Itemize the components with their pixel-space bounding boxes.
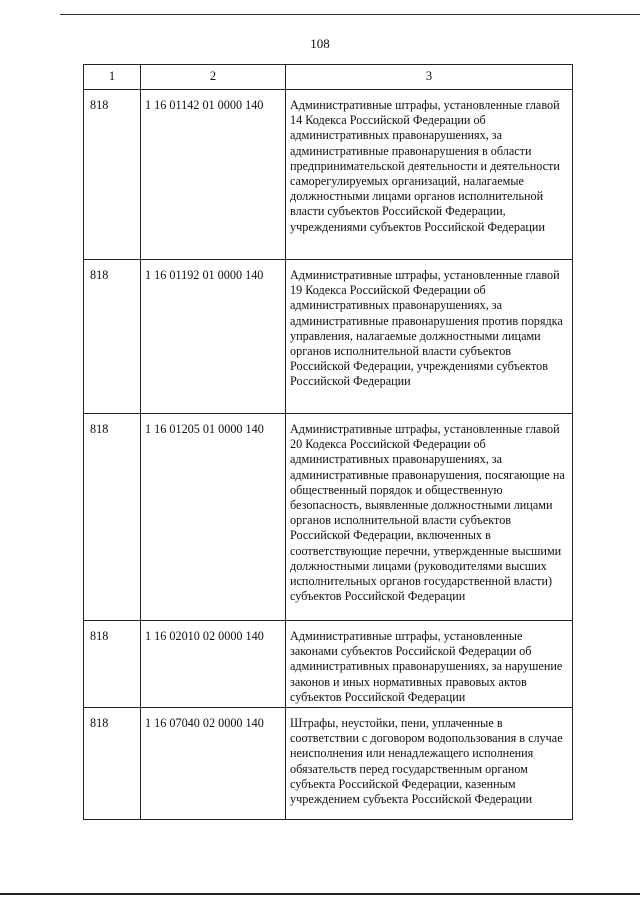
table-row	[84, 90, 573, 260]
bottom-rule	[0, 893, 640, 895]
column-header-2: 2	[141, 65, 286, 90]
column-header-1: 1	[84, 65, 141, 90]
revenue-code-cell: 1 16 01142 01 0000 140	[141, 90, 286, 260]
table-header-row	[84, 65, 573, 90]
admin-code-cell: 818	[84, 621, 141, 708]
revenue-code-cell: 1 16 07040 02 0000 140	[141, 708, 286, 820]
description-cell: Административные штрафы, установленные законами субъектов Российской Федерации об административных правонарушениях, за нарушение законов и иных нормативных правовых актов субъектов Российской Федерации	[286, 621, 573, 708]
admin-code-cell: 818	[84, 260, 141, 414]
description-cell: Штрафы, неустойки, пени, уплаченные в соответствии с договором водопользования в случае неисполнения или ненадлежащего исполнения обязательств перед государственным органом субъекта Российской Федерации, казенным учреждением субъекта Российской Федерации	[286, 708, 573, 820]
description-cell: Административные штрафы, установленные главой 20 Кодекса Российской Федерации об административных правонарушениях, за административные правонарушения, посягающие на общественный порядок и общественную безопасность, выявленные должностными лицами органов исполнительной власти субъектов Российской Федерации, включенных в соответствующие перечни, утвержденные высшими должностными лицами (руководителями высших исполнительных органов государственной власти) субъектов Российской Федерации	[286, 414, 573, 621]
column-header-3: 3	[286, 65, 573, 90]
table-row	[84, 260, 573, 414]
description-cell: Административные штрафы, установленные главой 19 Кодекса Российской Федерации об административных правонарушениях, за административные правонарушения против порядка управления, налагаемые должностными лицами органов исполнительной власти субъектов Российской Федерации, учреждениями субъектов Российской Федерации	[286, 260, 573, 414]
table-row	[84, 621, 573, 708]
page-number: 108	[310, 36, 330, 51]
table-row	[84, 708, 573, 820]
description-cell: Административные штрафы, установленные главой 14 Кодекса Российской Федерации об административных правонарушениях, за административные правонарушения в области предпринимательской деятельности и деятельности саморегулируемых организаций, налагаемые должностными лицами органов исполнительной власти субъектов Российской Федерации, учреждениями субъектов Российской Федерации	[286, 90, 573, 260]
admin-code-cell: 818	[84, 708, 141, 820]
top-rule	[60, 14, 640, 15]
admin-code-cell: 818	[84, 414, 141, 621]
revenue-code-cell: 1 16 02010 02 0000 140	[141, 621, 286, 708]
revenue-code-cell: 1 16 01192 01 0000 140	[141, 260, 286, 414]
admin-code-cell: 818	[84, 90, 141, 260]
revenue-code-cell: 1 16 01205 01 0000 140	[141, 414, 286, 621]
table-row	[84, 414, 573, 621]
revenue-codes-table	[83, 64, 573, 820]
